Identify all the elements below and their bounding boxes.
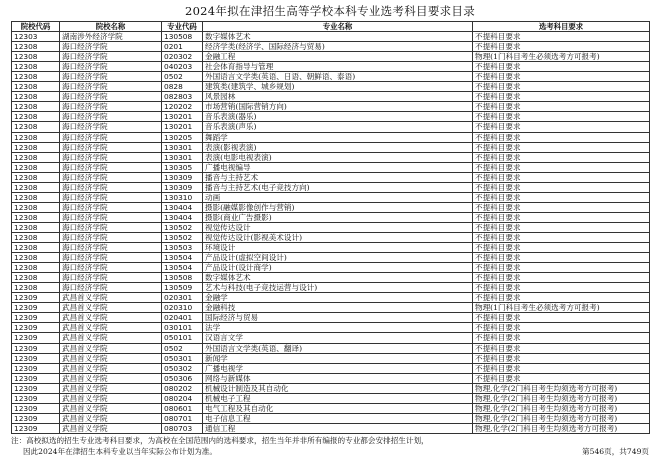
cell-school-code: 12309 (12, 333, 60, 343)
table-row (12, 212, 650, 222)
cell-school-code: 12309 (12, 293, 60, 303)
table-row (12, 343, 650, 353)
cell-major-name: 电气工程及其自动化 (203, 403, 473, 413)
table-row (12, 162, 650, 172)
table-row (12, 222, 650, 232)
cell-school-code: 12308 (12, 62, 60, 72)
cell-requirements: 物理,化学(2门科目考生均须选考方可报考) (473, 393, 650, 403)
cell-school-name: 武昌首义学院 (60, 313, 162, 323)
cell-school-code: 12309 (12, 403, 60, 413)
cell-school-code: 12308 (12, 243, 60, 253)
cell-school-code: 12309 (12, 393, 60, 403)
cell-requirements: 物理,化学(2门科目考生均须选考方可报考) (473, 413, 650, 423)
cell-school-code: 12308 (12, 72, 60, 82)
cell-requirements: 不提科目要求 (473, 363, 650, 373)
cell-school-name: 海口经济学院 (60, 162, 162, 172)
cell-requirements: 不提科目要求 (473, 333, 650, 343)
cell-school-name: 海口经济学院 (60, 102, 162, 112)
cell-major-code: 130504 (162, 253, 203, 263)
cell-school-code: 12309 (12, 343, 60, 353)
cell-school-name: 海口经济学院 (60, 112, 162, 122)
cell-major-code: 130404 (162, 202, 203, 212)
cell-major-code: 130309 (162, 172, 203, 182)
cell-school-code: 12309 (12, 423, 60, 433)
cell-school-name: 武昌首义学院 (60, 293, 162, 303)
cell-requirements: 不提科目要求 (473, 92, 650, 102)
cell-requirements: 不提科目要求 (473, 122, 650, 132)
cell-requirements: 不提科目要求 (473, 182, 650, 192)
cell-school-code: 12309 (12, 353, 60, 363)
cell-requirements: 不提科目要求 (473, 192, 650, 202)
cell-school-code: 12308 (12, 132, 60, 142)
cell-major-name: 通信工程 (203, 423, 473, 433)
cell-school-name: 武昌首义学院 (60, 323, 162, 333)
cell-requirements: 不提科目要求 (473, 263, 650, 273)
cell-school-code: 12308 (12, 283, 60, 293)
cell-school-name: 武昌首义学院 (60, 303, 162, 313)
cell-major-name: 国际经济与贸易 (203, 313, 473, 323)
cell-major-code: 130509 (162, 283, 203, 293)
cell-major-code: 020301 (162, 293, 203, 303)
cell-major-code: 130502 (162, 232, 203, 242)
cell-requirements: 不提科目要求 (473, 353, 650, 363)
table-row (12, 132, 650, 142)
cell-school-code: 12309 (12, 413, 60, 423)
table-row (12, 102, 650, 112)
cell-major-code: 050302 (162, 363, 203, 373)
table-row (12, 112, 650, 122)
cell-school-name: 海口经济学院 (60, 202, 162, 212)
cell-requirements: 物理,化学(2门科目考生均须选考方可报考) (473, 403, 650, 413)
table-row (12, 323, 650, 333)
footnote-line-1: 注：高校拟选的招生专业选考科目要求，为高校在全国范围内的选科要求，招生当年并非所有编报的专业都会安排招生计划， (11, 436, 429, 445)
cell-major-name: 表演(电影电视表演) (203, 152, 473, 162)
cell-major-name: 风景园林 (203, 92, 473, 102)
table-row (12, 423, 650, 433)
cell-school-code: 12308 (12, 42, 60, 52)
cell-school-name: 海口经济学院 (60, 273, 162, 283)
cell-school-code: 12308 (12, 212, 60, 222)
table-row (12, 52, 650, 62)
cell-school-code: 12308 (12, 232, 60, 242)
cell-requirements: 物理(1门科目考生必须选考方可报考) (473, 303, 650, 313)
table-row (12, 273, 650, 283)
cell-school-name: 海口经济学院 (60, 82, 162, 92)
table-row (12, 62, 650, 72)
cell-school-code: 12308 (12, 52, 60, 62)
cell-school-code: 12308 (12, 192, 60, 202)
cell-major-name: 社会体育指导与管理 (203, 62, 473, 72)
cell-major-name: 视觉传达设计(影视美术设计) (203, 232, 473, 242)
cell-requirements: 不提科目要求 (473, 82, 650, 92)
cell-school-name: 海口经济学院 (60, 182, 162, 192)
cell-requirements: 不提科目要求 (473, 283, 650, 293)
cell-major-name: 金融学 (203, 293, 473, 303)
cell-major-name: 数字媒体艺术 (203, 273, 473, 283)
cell-major-code: 130404 (162, 212, 203, 222)
cell-major-name: 外国语言文学类(英语、日语、朝鲜语、泰语) (203, 72, 473, 82)
cell-major-code: 130310 (162, 192, 203, 202)
cell-requirements: 不提科目要求 (473, 102, 650, 112)
cell-school-name: 海口经济学院 (60, 72, 162, 82)
footnote (11, 436, 571, 457)
header-major-code: 专业代码 (162, 22, 203, 32)
cell-major-name: 艺术与科技(电子竞技运营与设计) (203, 283, 473, 293)
cell-school-name: 海口经济学院 (60, 122, 162, 132)
cell-requirements: 不提科目要求 (473, 152, 650, 162)
table-row (12, 393, 650, 403)
cell-major-name: 播音与主持艺术(电子竞技方向) (203, 182, 473, 192)
cell-major-code: 050306 (162, 373, 203, 383)
cell-requirements: 不提科目要求 (473, 273, 650, 283)
cell-requirements: 不提科目要求 (473, 132, 650, 142)
cell-school-code: 12308 (12, 182, 60, 192)
cell-major-code: 130309 (162, 182, 203, 192)
cell-requirements: 不提科目要求 (473, 202, 650, 212)
cell-school-name: 海口经济学院 (60, 212, 162, 222)
cell-school-name: 武昌首义学院 (60, 393, 162, 403)
table-row (12, 82, 650, 92)
table-row (12, 243, 650, 253)
cell-major-name: 金融科技 (203, 303, 473, 313)
cell-requirements: 不提科目要求 (473, 212, 650, 222)
cell-major-name: 产品设计(虚拟空间设计) (203, 253, 473, 263)
table-row (12, 283, 650, 293)
page-number: 第546页，共749页 (582, 447, 649, 456)
cell-school-code: 12308 (12, 122, 60, 132)
cell-school-name: 海口经济学院 (60, 263, 162, 273)
cell-requirements: 不提科目要求 (473, 112, 650, 122)
cell-major-name: 机械电子工程 (203, 393, 473, 403)
cell-major-code: 020302 (162, 52, 203, 62)
cell-requirements: 不提科目要求 (473, 343, 650, 353)
cell-major-code: 130504 (162, 263, 203, 273)
cell-major-name: 摄影(商业广告摄影) (203, 212, 473, 222)
cell-school-code: 12308 (12, 82, 60, 92)
cell-requirements: 不提科目要求 (473, 32, 650, 42)
cell-school-code: 12308 (12, 253, 60, 263)
cell-school-name: 海口经济学院 (60, 232, 162, 242)
cell-major-name: 新闻学 (203, 353, 473, 363)
cell-major-name: 播音与主持艺术 (203, 172, 473, 182)
cell-major-code: 130205 (162, 132, 203, 142)
cell-school-name: 武昌首义学院 (60, 353, 162, 363)
cell-school-name: 海口经济学院 (60, 42, 162, 52)
cell-major-code: 080204 (162, 393, 203, 403)
cell-school-code: 12308 (12, 162, 60, 172)
cell-requirements: 不提科目要求 (473, 373, 650, 383)
table-row (12, 72, 650, 82)
cell-major-name: 网络与新媒体 (203, 373, 473, 383)
table-row (12, 293, 650, 303)
cell-major-name: 金融工程 (203, 52, 473, 62)
cell-school-code: 12309 (12, 323, 60, 333)
cell-school-name: 武昌首义学院 (60, 383, 162, 393)
cell-major-code: 130201 (162, 112, 203, 122)
cell-major-name: 视觉传达设计 (203, 222, 473, 232)
table-row (12, 333, 650, 343)
cell-school-code: 12309 (12, 303, 60, 313)
cell-major-code: 020401 (162, 313, 203, 323)
cell-major-name: 市场营销(国际营销方向) (203, 102, 473, 112)
cell-major-name: 广播电视学 (203, 363, 473, 373)
cell-major-name: 音乐表演(器乐) (203, 112, 473, 122)
cell-school-name: 海口经济学院 (60, 152, 162, 162)
cell-major-code: 082803 (162, 92, 203, 102)
table-row (12, 263, 650, 273)
header-requirements: 选考科目要求 (473, 22, 650, 32)
cell-school-code: 12308 (12, 222, 60, 232)
cell-school-name: 海口经济学院 (60, 52, 162, 62)
cell-school-code: 12308 (12, 202, 60, 212)
cell-requirements: 不提科目要求 (473, 323, 650, 333)
cell-requirements: 不提科目要求 (473, 172, 650, 182)
cell-school-name: 武昌首义学院 (60, 373, 162, 383)
cell-school-code: 12309 (12, 363, 60, 373)
cell-requirements: 不提科目要求 (473, 142, 650, 152)
cell-school-name: 海口经济学院 (60, 222, 162, 232)
cell-school-name: 海口经济学院 (60, 243, 162, 253)
cell-major-code: 080703 (162, 423, 203, 433)
cell-major-name: 机械设计制造及其自动化 (203, 383, 473, 393)
cell-requirements: 不提科目要求 (473, 72, 650, 82)
cell-school-code: 12308 (12, 142, 60, 152)
table-row (12, 32, 650, 42)
cell-requirements: 物理(1门科目考生必须选考方可报考) (473, 52, 650, 62)
cell-major-name: 表演(影视表演) (203, 142, 473, 152)
table-row (12, 413, 650, 423)
cell-school-code: 12308 (12, 112, 60, 122)
table-row (12, 353, 650, 363)
cell-requirements: 不提科目要求 (473, 42, 650, 52)
cell-major-name: 音乐表演(声乐) (203, 122, 473, 132)
cell-major-name: 广播电视编导 (203, 162, 473, 172)
cell-requirements: 不提科目要求 (473, 243, 650, 253)
table-row (12, 92, 650, 102)
cell-school-name: 海口经济学院 (60, 142, 162, 152)
cell-requirements: 不提科目要求 (473, 293, 650, 303)
cell-major-code: 130301 (162, 142, 203, 152)
cell-school-name: 海口经济学院 (60, 132, 162, 142)
cell-school-name: 武昌首义学院 (60, 403, 162, 413)
cell-requirements: 不提科目要求 (473, 62, 650, 72)
table-row (12, 403, 650, 413)
cell-school-name: 海口经济学院 (60, 62, 162, 72)
cell-major-name: 法学 (203, 323, 473, 333)
cell-school-name: 武昌首义学院 (60, 333, 162, 343)
cell-school-code: 12308 (12, 273, 60, 283)
cell-school-code: 12308 (12, 152, 60, 162)
table-row (12, 253, 650, 263)
cell-school-name: 海口经济学院 (60, 253, 162, 263)
cell-major-code: 020310 (162, 303, 203, 313)
cell-school-code: 12308 (12, 102, 60, 112)
cell-major-name: 建筑类(建筑学、城乡规划) (203, 82, 473, 92)
header-major-name: 专业名称 (203, 22, 473, 32)
table-row (12, 142, 650, 152)
cell-major-code: 130301 (162, 152, 203, 162)
header-school-code: 院校代码 (12, 22, 60, 32)
cell-requirements: 不提科目要求 (473, 222, 650, 232)
cell-school-code: 12303 (12, 32, 60, 42)
footnote-line-2: 因此2024年在津招生本科专业以当年实际公布计划为准。 (23, 446, 217, 456)
cell-school-name: 海口经济学院 (60, 92, 162, 102)
cell-major-code: 0828 (162, 82, 203, 92)
cell-requirements: 不提科目要求 (473, 162, 650, 172)
cell-major-code: 130508 (162, 32, 203, 42)
cell-major-code: 0502 (162, 72, 203, 82)
cell-major-name: 摄影(融媒影像创作与营销) (203, 202, 473, 212)
cell-major-name: 产品设计(设计商学) (203, 263, 473, 273)
cell-major-name: 经济学类(经济学、国际经济与贸易) (203, 42, 473, 52)
cell-major-code: 050301 (162, 353, 203, 363)
cell-major-name: 舞蹈学 (203, 132, 473, 142)
cell-major-code: 050101 (162, 333, 203, 343)
table-row (12, 42, 650, 52)
table-header-row (12, 22, 650, 32)
cell-school-code: 12309 (12, 373, 60, 383)
cell-school-code: 12308 (12, 172, 60, 182)
cell-major-name: 汉语言文学 (203, 333, 473, 343)
cell-major-name: 外国语言文学类(英语、翻译) (203, 343, 473, 353)
cell-major-code: 0201 (162, 42, 203, 52)
table-row (12, 192, 650, 202)
table-row (12, 232, 650, 242)
cell-requirements: 不提科目要求 (473, 232, 650, 242)
cell-major-code: 040203 (162, 62, 203, 72)
cell-school-code: 12309 (12, 383, 60, 393)
cell-requirements: 不提科目要求 (473, 313, 650, 323)
table-row (12, 373, 650, 383)
cell-requirements: 不提科目要求 (473, 253, 650, 263)
table-row (12, 303, 650, 313)
cell-major-code: 080701 (162, 413, 203, 423)
cell-major-code: 130508 (162, 273, 203, 283)
cell-school-code: 12308 (12, 263, 60, 273)
table-row (12, 363, 650, 373)
cell-major-name: 电子信息工程 (203, 413, 473, 423)
cell-school-name: 武昌首义学院 (60, 423, 162, 433)
cell-school-name: 湖南涉外经济学院 (60, 32, 162, 42)
cell-major-code: 120202 (162, 102, 203, 112)
cell-major-code: 130502 (162, 222, 203, 232)
cell-school-name: 武昌首义学院 (60, 343, 162, 353)
cell-school-name: 海口经济学院 (60, 172, 162, 182)
table-row (12, 383, 650, 393)
cell-school-name: 武昌首义学院 (60, 363, 162, 373)
table-row (12, 202, 650, 212)
table-row (12, 172, 650, 182)
table-row (12, 313, 650, 323)
cell-school-name: 海口经济学院 (60, 283, 162, 293)
cell-major-code: 080601 (162, 403, 203, 413)
cell-major-code: 130305 (162, 162, 203, 172)
cell-major-code: 0502 (162, 343, 203, 353)
cell-major-code: 130503 (162, 243, 203, 253)
cell-major-name: 环境设计 (203, 243, 473, 253)
table-row (12, 182, 650, 192)
cell-school-code: 12308 (12, 92, 60, 102)
cell-major-code: 030101 (162, 323, 203, 333)
cell-school-name: 武昌首义学院 (60, 413, 162, 423)
cell-major-name: 动画 (203, 192, 473, 202)
page-title: 2024年拟在津招生高等学校本科专业选考科目要求目录 (184, 4, 476, 18)
cell-major-code: 130201 (162, 122, 203, 132)
table-row (12, 152, 650, 162)
cell-major-code: 080202 (162, 383, 203, 393)
table-body (12, 32, 650, 434)
cell-school-name: 海口经济学院 (60, 192, 162, 202)
requirements-table (11, 21, 650, 434)
cell-school-code: 12309 (12, 313, 60, 323)
cell-major-name: 数字媒体艺术 (203, 32, 473, 42)
table-row (12, 122, 650, 132)
cell-requirements: 物理,化学(2门科目考生均须选考方可报考) (473, 423, 650, 433)
cell-requirements: 物理,化学(2门科目考生均须选考方可报考) (473, 383, 650, 393)
header-school-name: 院校名称 (60, 22, 162, 32)
